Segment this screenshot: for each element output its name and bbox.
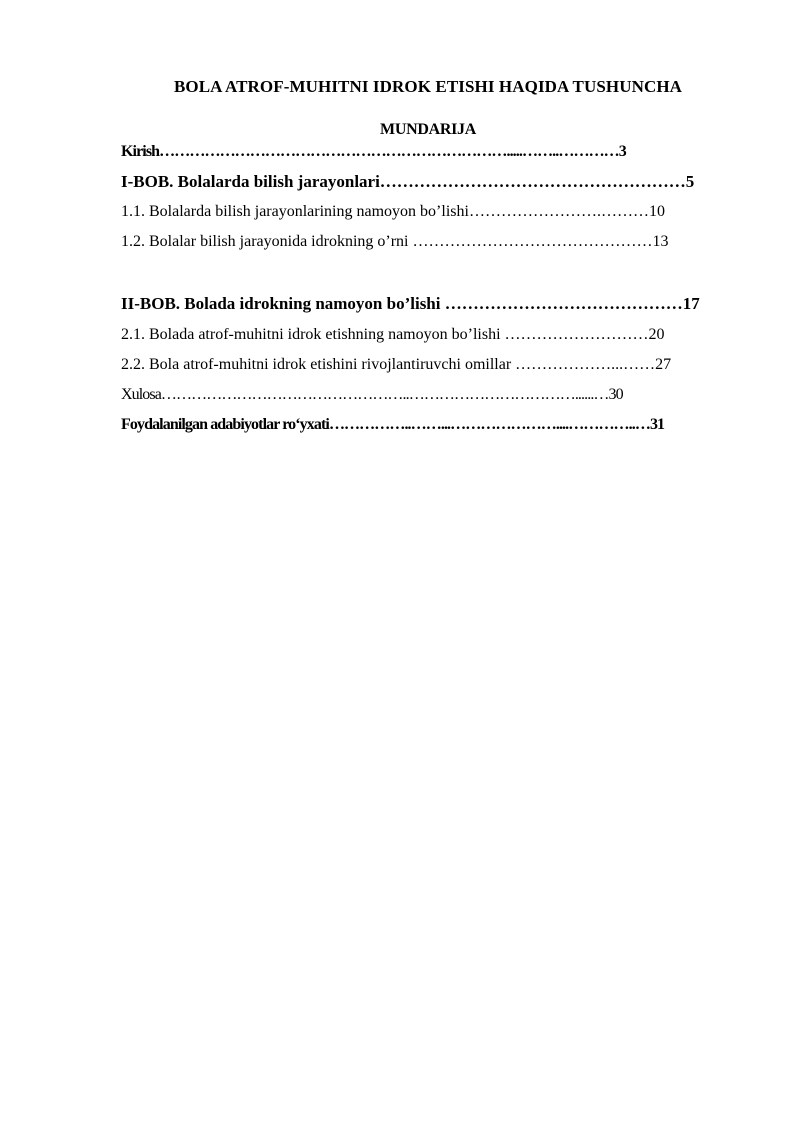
- toc-entry-kirish: Kirish…………………………………………………………….....……..…………3: [121, 143, 626, 160]
- toc-entry-section-1-1: 1.1. Bolalarda bilish jarayonlarining namoyon bo’lishi…………………….………10: [121, 203, 665, 220]
- document-title: BOLA ATROF-MUHITNI IDROK ETISHI HAQIDA TUSHUNCHA: [173, 77, 683, 96]
- toc-entry-bibliography: Foydalanilgan adabiyotlar ro‘yxati……………..……...…………………....…………..…31: [121, 416, 665, 433]
- toc-entry-section-1-2: 1.2. Bolalar bilish jarayonida idrokning o’rni ………………………………………13: [121, 233, 669, 250]
- toc-entry-section-2-1: 2.1. Bolada atrof-muhitni idrok etishning namoyon bo’lishi ………………………20: [121, 326, 665, 343]
- toc-entry-chapter-1: I-BOB. Bolalarda bilish jarayonlari………………………………………………5: [121, 172, 695, 191]
- toc-entry-chapter-2: II-BOB. Bolada idrokning namoyon bo’lishi ……………………………………17: [121, 294, 700, 313]
- toc-heading: MUNDARIJA: [380, 121, 476, 138]
- toc-entry-xulosa: Xulosa…………………………………………..……………………………......…30: [121, 386, 623, 403]
- toc-entry-section-2-2: 2.2. Bola atrof-muhitni idrok etishini rivojlantiruvchi omillar ………………...……27: [121, 356, 672, 373]
